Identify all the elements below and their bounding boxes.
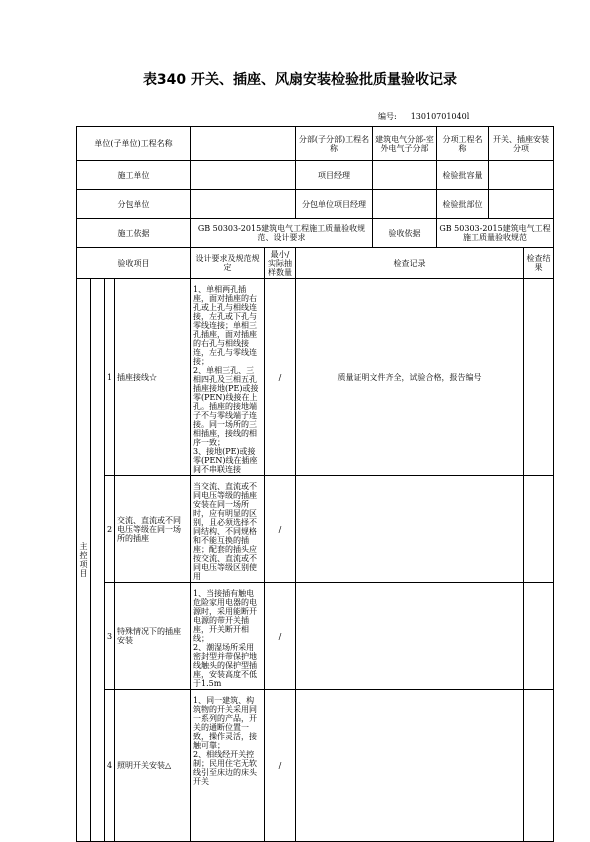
code-label: 编号: bbox=[378, 112, 397, 121]
acceptance-basis-label: 验收依据 bbox=[373, 219, 437, 248]
item-no: 4 bbox=[105, 690, 115, 842]
contractor-value[interactable] bbox=[191, 161, 296, 190]
item-record[interactable] bbox=[296, 690, 524, 842]
sub-label: 分包单位 bbox=[77, 190, 191, 219]
col-record: 检查记录 bbox=[296, 248, 524, 279]
division-value: 建筑电气分部-室外电气子分部 bbox=[373, 127, 437, 161]
item-requirement: 1、单相两孔插座，面对插座的右孔或上孔与相线连接，左孔或下孔与零线连接；单相三孔插座，面对插座的右孔与相线接连，左孔与零线连接； 2、单相三孔、三相四孔及三相五孔插座接地(PE)或接零(PEN)线接在上孔。插座的接地端子不与零线端子连接。同一场所的三相插座，接线的相序一致； 3、接地(PE)或接零(PEN)线在插座间不串联连接 bbox=[191, 279, 265, 476]
item-name: 插座接线☆ bbox=[115, 279, 191, 476]
header-row-basis bbox=[77, 219, 554, 248]
group-label: 主控项目 bbox=[77, 279, 91, 842]
header-row-contractor bbox=[77, 161, 554, 190]
item-record[interactable] bbox=[296, 476, 524, 583]
item-requirement: 当交流、直流或不同电压等级的插座安装在同一场所时，应有明显的区别，且必须选择不同结构、不同规格和不能互换的插座；配套的插头应按交流、直流或不同电压等级区别使用 bbox=[191, 476, 265, 583]
item-sample[interactable]: / bbox=[265, 476, 296, 583]
table-row bbox=[77, 583, 554, 690]
col-sample: 最小/实际抽样数量 bbox=[265, 248, 296, 279]
acceptance-basis-value: GB 50303-2015建筑电气工程施工质量验收规范 bbox=[437, 219, 554, 248]
item-no: 3 bbox=[105, 583, 115, 690]
col-result: 检查结果 bbox=[524, 248, 554, 279]
item-value: 开关、插座安装分项 bbox=[489, 127, 554, 161]
header-row-sub bbox=[77, 190, 554, 219]
table-row bbox=[77, 279, 554, 476]
code-value: 13010701040l bbox=[410, 112, 470, 121]
item-result[interactable] bbox=[524, 690, 554, 842]
item-record[interactable] bbox=[296, 583, 524, 690]
pm-label: 项目经理 bbox=[296, 161, 373, 190]
item-requirement: 1、同一建筑、构筑物的开关采用同一系列的产品，开关的通断位置一致，操作灵活，接触可靠； 2、相线经开关控制；民用住宅无软线引至床边的床头开关 bbox=[191, 690, 265, 842]
table-row bbox=[77, 690, 554, 842]
pm-value[interactable] bbox=[373, 161, 437, 190]
item-requirement: 1、当接插有触电危险家用电器的电源时，采用能断开电源的带开关插座，开关断开相线； 2、潮湿场所采用密封型并带保护地线触头的保护型插座，安装高度不低于1.5m bbox=[191, 583, 265, 690]
col-item: 验收项目 bbox=[77, 248, 191, 279]
division-label: 分部(子分部)工程名称 bbox=[296, 127, 373, 161]
document-code bbox=[378, 111, 483, 122]
item-sample[interactable]: / bbox=[265, 690, 296, 842]
unit-label: 单位(子单位)工程名称 bbox=[77, 127, 191, 161]
basis-label: 施工依据 bbox=[77, 219, 191, 248]
sub-value[interactable] bbox=[191, 190, 296, 219]
basis-value: GB 50303-2015建筑电气工程施工质量验收规范、设计要求 bbox=[191, 219, 373, 248]
sub-pm-label: 分包单位项目经理 bbox=[296, 190, 373, 219]
item-sample[interactable]: / bbox=[265, 583, 296, 690]
col-design: 设计要求及规范规定 bbox=[191, 248, 265, 279]
table-row bbox=[77, 476, 554, 583]
item-result[interactable] bbox=[524, 583, 554, 690]
item-sample[interactable]: / bbox=[265, 279, 296, 476]
column-header-row bbox=[77, 248, 554, 279]
item-no: 1 bbox=[105, 279, 115, 476]
item-name: 特殊情况下的插座安装 bbox=[115, 583, 191, 690]
batch-qty-label: 检验批容量 bbox=[437, 161, 489, 190]
batch-part-label: 检验批部位 bbox=[437, 190, 489, 219]
item-name: 照明开关安装△ bbox=[115, 690, 191, 842]
item-result[interactable] bbox=[524, 279, 554, 476]
sub-pm-value[interactable] bbox=[373, 190, 437, 219]
group-spacer bbox=[91, 279, 105, 842]
item-record[interactable]: 质量证明文件齐全，试验合格，报告编号 bbox=[296, 279, 524, 476]
item-label: 分项工程名称 bbox=[437, 127, 489, 161]
unit-value[interactable] bbox=[191, 127, 296, 161]
document-title: 表340 开关、插座、风扇安装检验批质量验收记录 bbox=[142, 72, 458, 88]
batch-part-value[interactable] bbox=[489, 190, 554, 219]
header-row-unit bbox=[77, 127, 554, 161]
item-no: 2 bbox=[105, 476, 115, 583]
contractor-label: 施工单位 bbox=[77, 161, 191, 190]
item-result[interactable] bbox=[524, 476, 554, 583]
batch-qty-value[interactable] bbox=[489, 161, 554, 190]
inspection-record-table bbox=[76, 126, 554, 842]
item-name: 交流、直流或不同电压等级在同一场所的插座 bbox=[115, 476, 191, 583]
